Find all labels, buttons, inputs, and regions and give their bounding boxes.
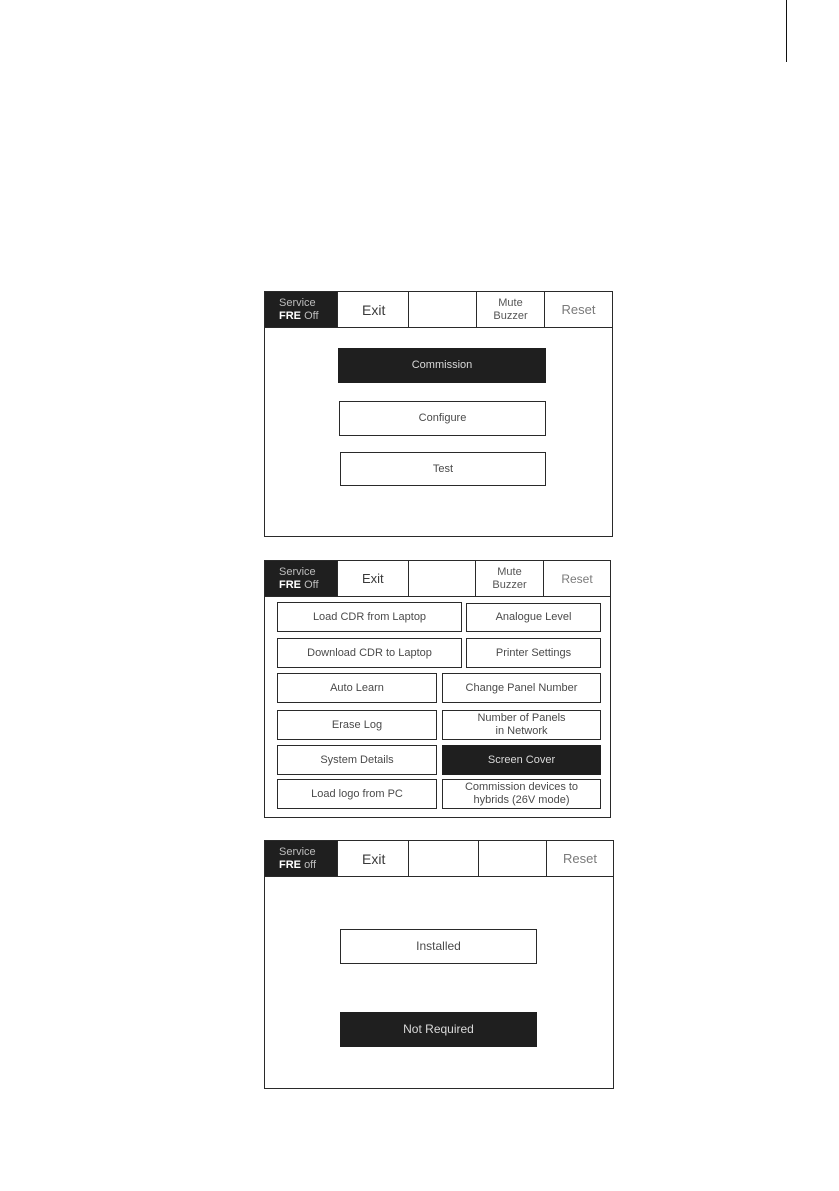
- service-menu-screen: [264, 291, 613, 537]
- panels-label-line2: in Network: [495, 725, 548, 737]
- printer-settings-button[interactable]: Printer Settings: [466, 638, 601, 668]
- header-blank-key[interactable]: [478, 841, 546, 876]
- status-line-service: Service: [279, 565, 316, 578]
- service-status-indicator: [265, 841, 337, 876]
- system-details-button[interactable]: System Details: [277, 745, 437, 775]
- fre-label: FRE: [279, 858, 301, 871]
- auto-learn-button[interactable]: Auto Learn: [277, 673, 437, 703]
- fre-state: Off: [304, 578, 319, 591]
- header-bar: [265, 841, 613, 877]
- load-cdr-button[interactable]: Load CDR from Laptop: [277, 602, 462, 632]
- header-bar: [265, 561, 610, 597]
- status-line-fre: [279, 310, 319, 323]
- configure-menu-screen: [264, 560, 611, 818]
- reset-button[interactable]: Reset: [544, 292, 612, 327]
- screen-cover-screen: [264, 840, 614, 1089]
- exit-button[interactable]: Exit: [337, 292, 408, 327]
- exit-button[interactable]: Exit: [337, 561, 408, 596]
- fre-label: FRE: [279, 309, 301, 322]
- header-bar: [265, 292, 612, 328]
- header-blank-key[interactable]: [408, 841, 478, 876]
- analogue-level-button[interactable]: Analogue Level: [466, 603, 601, 632]
- service-status-indicator: [265, 561, 337, 596]
- mute-buzzer-button[interactable]: [475, 561, 543, 596]
- status-line-service: Service: [279, 845, 316, 858]
- mute-label-line2: Buzzer: [492, 578, 527, 591]
- header-blank-key[interactable]: [408, 561, 475, 596]
- download-cdr-button[interactable]: Download CDR to Laptop: [277, 638, 462, 668]
- status-line-fre: [279, 859, 316, 872]
- reset-button[interactable]: Reset: [543, 561, 610, 596]
- installed-button[interactable]: Installed: [340, 929, 537, 964]
- panels-label-line1: Number of Panels: [477, 712, 566, 724]
- erase-log-button[interactable]: Erase Log: [277, 710, 437, 740]
- mute-label-line2: Buzzer: [493, 309, 528, 322]
- service-status-indicator: [265, 292, 337, 327]
- fre-label: FRE: [279, 578, 301, 591]
- fre-state: off: [304, 858, 317, 871]
- test-button[interactable]: Test: [340, 452, 546, 486]
- load-logo-button[interactable]: Load logo from PC: [277, 779, 437, 809]
- change-panel-number-button[interactable]: Change Panel Number: [442, 673, 601, 703]
- header-blank-key[interactable]: [408, 292, 476, 327]
- reset-button[interactable]: Reset: [546, 841, 613, 876]
- not-required-button[interactable]: Not Required: [340, 1012, 537, 1047]
- fre-state: Off: [304, 309, 319, 322]
- mute-label-line1: Mute: [497, 565, 522, 578]
- commission-hybrids-button[interactable]: [442, 779, 601, 809]
- status-line-service: Service: [279, 296, 316, 309]
- exit-button[interactable]: Exit: [337, 841, 408, 876]
- mute-label-line1: Mute: [498, 296, 523, 309]
- commission-button[interactable]: Commission: [338, 348, 546, 383]
- hybrids-label-line2: hybrids (26V mode): [473, 794, 570, 806]
- mute-buzzer-button[interactable]: [476, 292, 544, 327]
- page-edge-mark: [786, 0, 787, 62]
- hybrids-label-line1: Commission devices to: [464, 781, 579, 793]
- screen-cover-button[interactable]: Screen Cover: [442, 745, 601, 775]
- number-of-panels-button[interactable]: [442, 710, 601, 740]
- configure-button[interactable]: Configure: [339, 401, 546, 436]
- status-line-fre: [279, 579, 319, 592]
